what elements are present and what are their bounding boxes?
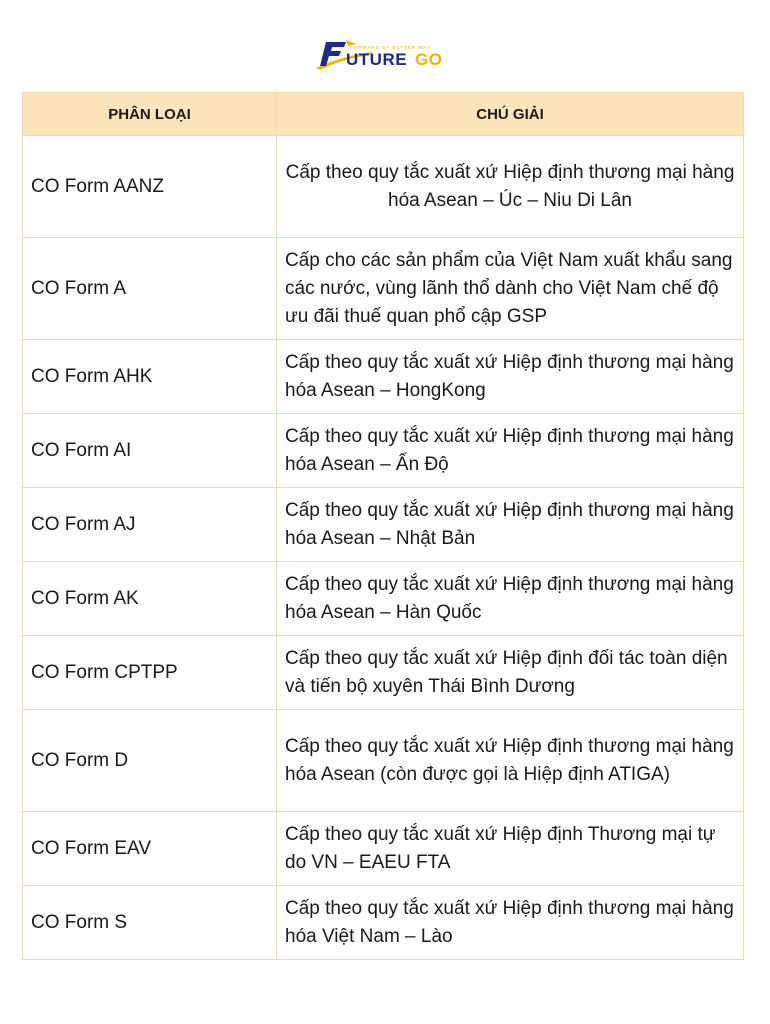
svg-text:GO: GO bbox=[415, 50, 443, 69]
form-description-cell: Cấp theo quy tắc xuất xứ Hiệp định thương mại hàng hóa Asean – HongKong bbox=[277, 340, 744, 414]
form-description-cell: Cấp cho các sản phẩm của Việt Nam xuất khẩu sang các nước, vùng lãnh thổ dành cho Việt Nam chế độ ưu đãi thuế quan phổ cập GSP bbox=[277, 238, 744, 340]
form-name-cell: CO Form A bbox=[23, 238, 277, 340]
svg-text:UTURE: UTURE bbox=[346, 50, 408, 69]
form-description-cell: Cấp theo quy tắc xuất xứ Hiệp định thương mại hàng hóa Asean – Nhật Bản bbox=[277, 488, 744, 562]
header-chu-giai: CHÚ GIẢI bbox=[277, 93, 744, 136]
table-row bbox=[23, 886, 744, 960]
table-row bbox=[23, 636, 744, 710]
future-go-logo bbox=[312, 38, 458, 72]
form-name-cell: CO Form CPTPP bbox=[23, 636, 277, 710]
form-name-cell: CO Form AI bbox=[23, 414, 277, 488]
form-description-cell: Cấp theo quy tắc xuất xứ Hiệp định thương mại hàng hóa Asean – Ấn Độ bbox=[277, 414, 744, 488]
table-row bbox=[23, 562, 744, 636]
form-name-cell: CO Form S bbox=[23, 886, 277, 960]
table-row bbox=[23, 136, 744, 238]
table-row bbox=[23, 414, 744, 488]
form-name-cell: CO Form AHK bbox=[23, 340, 277, 414]
form-description-cell: Cấp theo quy tắc xuất xứ Hiệp định thương mại hàng hóa Việt Nam – Lào bbox=[277, 886, 744, 960]
table-header-row bbox=[23, 93, 744, 136]
svg-text:FORWARD BY BETTER WAY: FORWARD BY BETTER WAY bbox=[350, 45, 432, 50]
form-name-cell: CO Form AJ bbox=[23, 488, 277, 562]
form-description-cell: Cấp theo quy tắc xuất xứ Hiệp định đối tác toàn diện và tiến bộ xuyên Thái Bình Dương bbox=[277, 636, 744, 710]
logo-graphic bbox=[312, 38, 458, 72]
table-row bbox=[23, 812, 744, 886]
table-row bbox=[23, 238, 744, 340]
table-row bbox=[23, 710, 744, 812]
form-name-cell: CO Form D bbox=[23, 710, 277, 812]
table-row bbox=[23, 340, 744, 414]
form-name-cell: CO Form EAV bbox=[23, 812, 277, 886]
table-row bbox=[23, 488, 744, 562]
form-description-cell: Cấp theo quy tắc xuất xứ Hiệp định thương mại hàng hóa Asean – Úc – Niu Di Lân bbox=[277, 136, 744, 238]
form-name-cell: CO Form AANZ bbox=[23, 136, 277, 238]
form-description-cell: Cấp theo quy tắc xuất xứ Hiệp định thương mại hàng hóa Asean – Hàn Quốc bbox=[277, 562, 744, 636]
header-phan-loai: PHÂN LOẠI bbox=[23, 93, 277, 136]
form-name-cell: CO Form AK bbox=[23, 562, 277, 636]
form-description-cell: Cấp theo quy tắc xuất xứ Hiệp định thương mại hàng hóa Asean (còn được gọi là Hiệp định ATIGA) bbox=[277, 710, 744, 812]
co-form-table bbox=[22, 92, 744, 960]
form-description-cell: Cấp theo quy tắc xuất xứ Hiệp định Thương mại tự do VN – EAEU FTA bbox=[277, 812, 744, 886]
